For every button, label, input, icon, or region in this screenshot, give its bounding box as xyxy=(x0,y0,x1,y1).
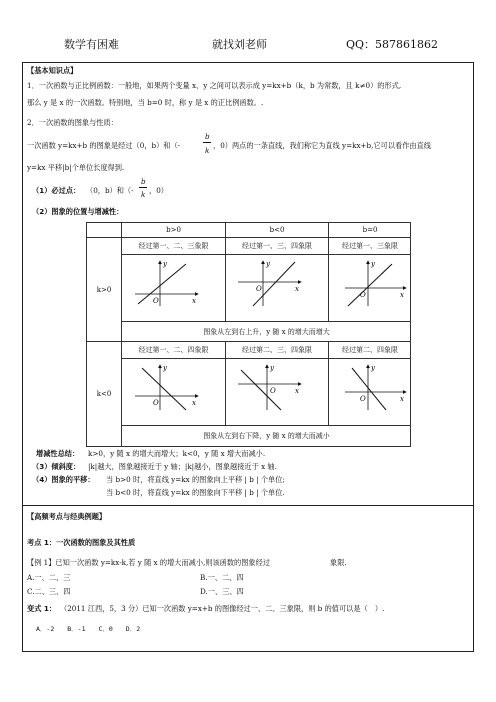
function-line xyxy=(348,264,392,306)
origin-label: O xyxy=(153,399,159,407)
quadrant-text: 经过第一、三、四象限 xyxy=(226,238,329,255)
y-label: y xyxy=(163,260,167,268)
paragraph-2: 2．一次函数的图象与性质： xyxy=(27,118,118,127)
origin-label: O xyxy=(360,395,366,403)
fraction-bar-2 xyxy=(139,187,147,188)
col-header-b-zero: b=0 xyxy=(329,223,411,238)
translation-label: （4）图象的平移： xyxy=(32,475,95,484)
quadrant-text: 经过第一、二、四象限 xyxy=(122,342,226,359)
header-center: 就找刘老师 xyxy=(212,38,267,51)
origin-label: O xyxy=(270,387,276,395)
summary-text: k>0，y 随 x 的增大而增大；k<0，y 随 x 增大而减小. xyxy=(88,449,266,458)
row-header-k-pos: k>0 xyxy=(87,238,122,342)
translation-text-2: 当 b<0 时，将直线 y=kx 的图象向下平移 | b | 个单位. xyxy=(106,488,285,497)
header-right: QQ：587861862 xyxy=(346,38,439,51)
variant-1-text: （2011 江西，5，3 分）已知一次函数 y=x+b 的图像经过一、二、三象限，则 b 的值可以是（ ）. xyxy=(60,604,385,613)
header-left: 数学有困难 xyxy=(64,38,119,51)
variant-1-label: 变式 1： xyxy=(27,604,57,613)
translation-text-1: 当 b>0 时，将直线 y=kx 的图象向上平移 | b | 个单位; xyxy=(106,475,285,484)
y-label: y xyxy=(163,364,167,372)
variant-1-options: A．-2 B．-1 C．0 D．2 xyxy=(36,625,141,633)
graph-svg xyxy=(233,362,303,412)
summary-label: 增减性总结： xyxy=(36,449,80,458)
paragraph-3a: 一次函数 y=kx+b 的图象是经过（0，b）和（- xyxy=(27,141,181,150)
graph-svg xyxy=(340,258,410,308)
fraction-numerator-2: b xyxy=(141,177,146,186)
trend-note-increasing: 图象从左到右上升，y 随 x 的增大而增大 xyxy=(122,322,411,342)
quadrant-text: 经过第一、二、三象限 xyxy=(122,238,226,255)
example-1: 【例 1】已知一次函数 y=kx-k,若 y 随 x 的增大而减小,则该函数的图象经过 xyxy=(27,558,270,567)
section-title-exam: 【高频考点与经典例题】 xyxy=(27,512,107,521)
x-label: x xyxy=(400,395,404,403)
key-point-1: 考点 1：一次函数的图象及其性质 xyxy=(27,538,136,547)
graph-kneg-bzero xyxy=(340,362,410,412)
example-1-blank: 象限. xyxy=(330,558,347,567)
quadrant-text: 经过第二、四象限 xyxy=(329,342,411,359)
section-divider xyxy=(22,505,474,506)
option-d: D.一、三、四 xyxy=(200,587,244,596)
graph-svg xyxy=(130,258,200,308)
graph-kneg-bpos xyxy=(130,362,200,412)
origin-label: O xyxy=(153,297,159,305)
graph-kneg-bneg xyxy=(233,362,303,412)
y-label: y xyxy=(266,260,270,268)
section-title-basics: 【基本知识点】 xyxy=(27,66,78,75)
fraction-bar xyxy=(203,142,211,143)
function-line xyxy=(352,368,386,410)
origin-label: O xyxy=(360,291,366,299)
properties-table xyxy=(86,222,411,447)
bullet-1-label: （1）必过点： xyxy=(32,186,81,195)
x-label: x xyxy=(192,297,196,305)
page-header xyxy=(0,36,496,52)
graph-svg xyxy=(233,258,303,308)
slope-label: （3）倾斜度： xyxy=(32,462,81,471)
graph-kpos-bzero xyxy=(340,258,410,308)
row-header-k-neg: k<0 xyxy=(87,342,122,446)
origin-label: O xyxy=(256,285,262,293)
graph-kpos-bpos xyxy=(130,258,200,308)
fraction-numerator: b xyxy=(205,132,210,141)
graph-svg xyxy=(340,362,410,412)
x-label: x xyxy=(295,387,299,395)
paragraph-1: 1．一次函数与正比例函数：一般地，如果两个变量 x、y 之间可以表示成 y=kx+b（k，b 为常数，且 k≠0）的形式, xyxy=(27,81,402,90)
table-corner xyxy=(87,223,122,238)
y-label: y xyxy=(371,364,375,372)
function-line xyxy=(138,264,186,304)
bullet-1-tail: ，0） xyxy=(149,186,168,195)
bullet-2-label: （2）图象的位置与增减性： xyxy=(32,207,124,216)
function-line xyxy=(142,368,186,410)
trend-note-decreasing: 图象从左到右下降，y 随 x 的增大而减小 xyxy=(203,432,330,440)
graph-svg xyxy=(130,362,200,412)
fraction-denominator: k xyxy=(205,146,210,155)
quadrant-text: 经过第二、三、四象限 xyxy=(226,342,329,359)
fraction-denominator-2: k xyxy=(141,190,146,199)
col-header-b-neg: b<0 xyxy=(226,223,329,238)
x-label: x xyxy=(295,285,299,293)
x-label: x xyxy=(400,291,404,299)
quadrant-text: 经过第一、三象限 xyxy=(329,238,411,255)
bullet-1-text: （0，b）和（- xyxy=(86,186,134,195)
col-header-b-pos: b>0 xyxy=(122,223,226,238)
function-line xyxy=(253,262,295,306)
slope-text: |k|越大，图象越接近于 y 轴；|k|越小，图象越接近于 x 轴. xyxy=(88,462,277,471)
graph-kpos-bneg xyxy=(233,258,303,308)
option-a: A.一、二、三 xyxy=(27,573,71,582)
paragraph-1b: 那么 y 是 x 的一次函数。特别地，当 b=0 时，称 y 是 x 的正比例函数。. xyxy=(27,98,264,107)
option-b: B.一、二、四 xyxy=(200,573,244,582)
y-label: y xyxy=(270,364,274,372)
x-label: x xyxy=(192,399,196,407)
paragraph-3b: ，0）两点的一条直线，我们称它为直线 y=kx+b,它可以看作由直线 xyxy=(213,141,431,150)
y-label: y xyxy=(371,260,375,268)
paragraph-3c: y=kx 平移|b|个单位长度得到. xyxy=(27,163,125,172)
option-c: C.二、三、四 xyxy=(27,587,71,596)
